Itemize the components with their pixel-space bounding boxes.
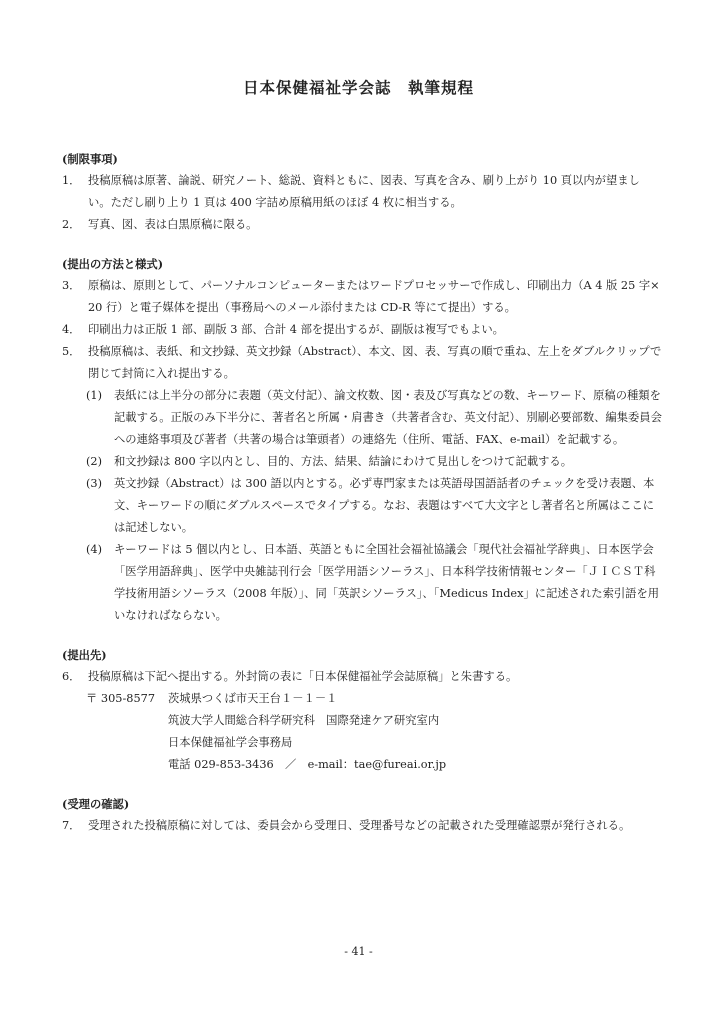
sub-item-number: (4) [86,543,103,556]
item-text: 受理された投稿原稿に対しては、委員会から受理日、受理番号などの記載された受理確認票が発行される。 [88,819,631,832]
sub-item-number: (3) [86,477,103,490]
page-number: - 41 - [344,945,373,958]
item-text: 原稿は、原則として、パーソナルコンピューターまたはワードプロセッサーで作成し、印刷出力（A 4 版 25 字× 20 行）と電子媒体を提出（事務局へのメール添付または CD-R 等にて提出）する。 [88,279,660,314]
list-item [62,666,662,688]
item-text: 印刷出力は正版 1 部、副版 3 部、合計 4 部を提出するが、副版は複写でもよい。 [88,323,504,336]
item-text: 投稿原稿は原著、論説、研究ノート、総説、資料ともに、図表、写真を含み、刷り上がり 10 頁以内が望ましい。ただし刷り上り 1 頁は 400 字詰め原稿用紙のほぼ 4 枚に相当する。 [88,174,640,209]
section-heading-submission-method: (提出の方法と様式) [62,257,164,271]
item-number: 5． [62,345,81,358]
item-number: 1． [62,174,81,187]
list-item [62,214,662,236]
section-heading-submission-address: (提出先) [62,648,107,662]
list-item [62,275,662,319]
address-line: 茨城県つくば市天王台１－１－１ [168,692,338,705]
list-item [62,319,662,341]
list-item [62,815,662,837]
sub-item [86,385,662,451]
section-heading-acceptance: (受理の確認) [62,797,130,811]
item-number: 6． [62,670,81,683]
sub-item-number: (1) [86,389,103,402]
item-number: 7． [62,819,81,832]
sub-item-number: (2) [86,455,103,468]
item-text: 写真、図、表は白黒原稿に限る。 [88,218,258,231]
list-item [62,170,662,214]
list-item [62,341,662,385]
item-text: 投稿原稿は下記へ提出する。外封筒の表に「日本保健福祉学会誌原稿」と朱書する。 [88,670,518,683]
sub-item [86,451,662,473]
page-title: 日本保健福祉学会誌 執筆規程 [242,78,474,97]
postal-code: 〒 305-8577 [86,692,156,705]
sub-item-text: 表紙には上半分の部分に表題（英文付記）、論文枚数、図・表及び写真などの数、キーワード、原稿の種類を記載する。正版のみ下半分に、著者名と所属・肩書き（共著者含む、英文付記）、別刷必要部数、編集委員会への連絡事項及び著者（共著の場合は筆頭者）の連絡先（住所、電話、FAX、e-mail）を記載する。 [114,389,662,446]
sub-item-text: 和文抄録は 800 字以内とし、目的、方法、結果、結論にわけて見出しをつけて記載する。 [114,455,573,468]
item-number: 2． [62,218,81,231]
sub-item [86,539,662,627]
item-number: 4． [62,323,81,336]
sub-item-text: 英文抄録（Abstract）は 300 語以内とする。必ず専門家または英語母国語話者のチェックを受け表題、本文、キーワードの順にダブルスペースでタイプする。なお、表題はすべて大文字とし著者名と所属はここには記述しない。 [114,477,655,534]
sub-item [86,473,662,539]
document-body [62,148,662,837]
address-line: 筑波大学人間総合科学研究科 国際発達ケア研究室内 [168,714,440,727]
sub-item-text: キーワードは 5 個以内とし、日本語、英語ともに全国社会福祉協議会「現代社会福祉学辞典」、日本医学会「医学用語辞典」、医学中央雑誌刊行会「医学用語シソーラス」、日本科学技術情報センター「ＪＩＣＳＴ科学技術用語シソーラス（2008 年版）」、同「英訳シソーラス」、「Medicus Index」に記述された索引語を用いなければならない。 [114,543,660,622]
mailing-address [86,688,662,776]
item-text: 投稿原稿は、表紙、和文抄録、英文抄録（Abstract）、本文、図、表、写真の順で重ね、左上をダブルクリップで閉じて封筒に入れ提出する。 [88,345,662,380]
address-line: 日本保健福祉学会事務局 [168,736,293,749]
section-heading-restrictions: (制限事項) [62,152,118,166]
item-number: 3． [62,279,81,292]
contact-line: 電話 029-853-3436 ／ e-mail：tae@fureai.or.jp [168,758,447,771]
